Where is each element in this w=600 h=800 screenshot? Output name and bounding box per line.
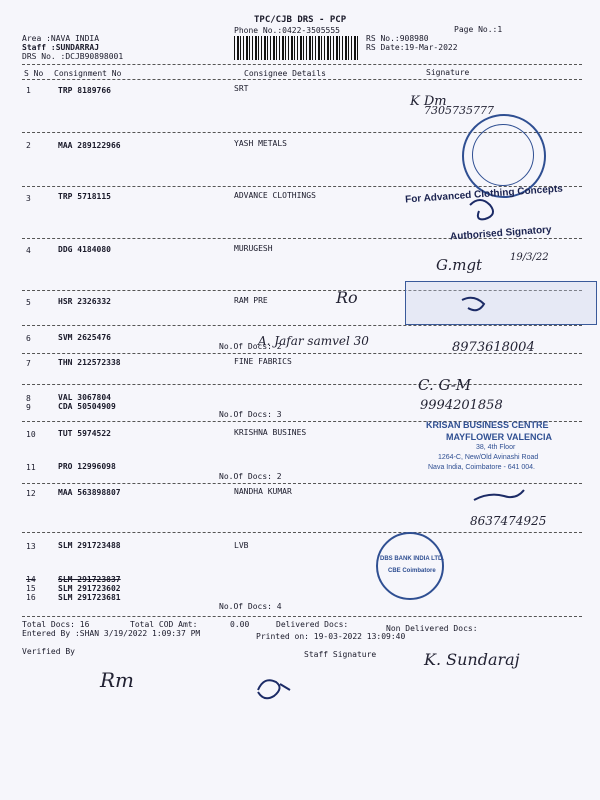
row-sno: 6 [26, 334, 31, 343]
krisan-stamp-line2: MAYFLOWER VALENCIA [446, 432, 553, 442]
row-consignment: TRP 5718115 [58, 192, 111, 201]
row-consignee: NANDHA KUMAR [234, 487, 292, 496]
row-consignee: FINE FABRICS [234, 357, 292, 366]
row-consignment: SLM 291723681 [58, 593, 121, 602]
page-number: Page No.:1 [454, 25, 503, 34]
handwritten-sign-5: Ro [336, 288, 358, 307]
row-consignment: SVM 2625476 [58, 333, 111, 342]
docs-count: No.Of Docs: 2 [219, 342, 282, 351]
krisan-stamp-line3: 38, 4th Floor [476, 444, 516, 451]
rs-number: RS No.:908980 [366, 34, 429, 43]
row-sno: 10 [26, 430, 36, 439]
col-sno: S No [24, 69, 44, 78]
handwritten-phone-12: 8637474925 [470, 514, 547, 528]
total-cod-value: 0.00 [230, 620, 250, 629]
row-sno: 4 [26, 246, 31, 255]
row-consignment: VAL 3067804 [58, 393, 111, 402]
dbs-stamp-line2: CBE Coimbatore [388, 568, 436, 574]
krisan-stamp-line4: 1264-C, New/Old Avinashi Road [438, 454, 539, 461]
row-sno: 11 [26, 463, 36, 472]
row-sno: 14 [26, 575, 36, 584]
drs-number: DRS No. :DCJB90898001 [22, 52, 124, 61]
docs-count: No.Of Docs: 3 [219, 410, 282, 419]
row-consignee: YASH METALS [234, 139, 287, 148]
col-signature: Signature [426, 68, 470, 77]
handwritten-phone-8: 9994201858 [420, 398, 503, 413]
row-consignment: MAA 563898807 [58, 488, 121, 497]
row-sno: 5 [26, 298, 31, 307]
row-consignee: MURUGESH [234, 244, 273, 253]
delivered-docs: Delivered Docs: [276, 620, 349, 629]
row-consignment: CDA 50504909 [58, 402, 116, 411]
docs-count: No.Of Docs: 2 [219, 472, 282, 481]
staff-label: Staff :SUNDARRAJ [22, 43, 100, 52]
document-title: TPC/CJB DRS - PCP [254, 15, 347, 25]
row-sno: 1 [26, 86, 31, 95]
handwritten-phone-1: 7305735777 [424, 104, 494, 117]
row-consignment: DDG 4184080 [58, 245, 111, 254]
verified-by: Verified By [22, 647, 75, 656]
row-consignee: SRT [234, 84, 249, 93]
col-consignment: Consignment No [54, 69, 122, 78]
row-consignment: TRP 8189766 [58, 86, 111, 95]
row-sno: 9 [26, 403, 31, 412]
row-sno: 3 [26, 194, 31, 203]
entered-by: Entered By :SHAN 3/19/2022 1:09:37 PM [22, 629, 201, 638]
area-label: Area :NAVA INDIA [22, 34, 100, 43]
row-consignment: SLM 291723602 [58, 584, 121, 593]
col-consignee: Consignee Details [244, 69, 326, 78]
staff-extra-signature [258, 680, 290, 698]
row-consignment: SLM 291723837 [58, 575, 121, 584]
verified-signature: Rm [100, 668, 135, 692]
handwritten-date-4: 19/3/22 [510, 252, 549, 263]
row-consignment: MAA 289122966 [58, 141, 121, 150]
krisan-stamp-line5: Nava India, Coimbatore - 641 004. [428, 464, 536, 471]
row-sno: 15 [26, 584, 36, 593]
row-consignment: TUT 5974522 [58, 429, 111, 438]
total-docs: Total Docs: 16 [22, 620, 90, 629]
row-sno: 16 [26, 593, 36, 602]
row-consignee: ADVANCE CLOTHINGS [234, 191, 316, 200]
row-consignment: PRO 12996098 [58, 462, 116, 471]
row-sno: 13 [26, 542, 36, 551]
row-sno: 2 [26, 141, 31, 150]
row-sno: 7 [26, 359, 31, 368]
signature-stroke-12 [474, 490, 524, 500]
handwritten-sign-4: G.mgt [436, 256, 483, 274]
advanced-stamp-line2: Authorised Signatory [449, 224, 552, 243]
signature-stroke-5 [462, 298, 484, 311]
handwritten-phone-6: 8973618004 [452, 340, 535, 355]
krisan-stamp-line1: KRISAN BUSINESS CENTRE [426, 420, 549, 430]
handwritten-sign-1: K Dm [410, 94, 447, 109]
staff-handwritten-signature: K. Sundaraj [424, 650, 520, 669]
non-delivered-docs: Non Delivered Docs: [386, 624, 478, 633]
phone-number: Phone No.:0422-3505555 [234, 26, 340, 35]
staff-signature-label: Staff Signature [304, 650, 377, 659]
row-consignment: HSR 2326332 [58, 297, 111, 306]
row-consignee: RAM PRE [234, 296, 268, 305]
row-consignee: LVB [234, 541, 249, 550]
signature-stroke-3 [470, 200, 493, 219]
total-cod-label: Total COD Amt: [130, 620, 198, 629]
row-sno: 8 [26, 394, 31, 403]
row-consignee: KRISHNA BUSINES [234, 428, 307, 437]
docs-count: No.Of Docs: 4 [219, 602, 282, 611]
row-consignment: THN 212572338 [58, 358, 121, 367]
rs-date: RS Date:19-Mar-2022 [366, 43, 458, 52]
handwritten-sign-6: A. Jafar samvel 30 [258, 334, 369, 348]
row-sno: 12 [26, 489, 36, 498]
row-consignment: SLM 291723488 [58, 541, 121, 550]
handwritten-sign-8: C. G-M [418, 376, 472, 394]
printed-on: Printed on: 19-03-2022 13:09:40 [256, 632, 406, 641]
dbs-stamp-line1: DBS BANK INDIA LTD. [380, 556, 444, 562]
advanced-stamp-line1: For Advanced Clothing Concepts [404, 183, 564, 206]
